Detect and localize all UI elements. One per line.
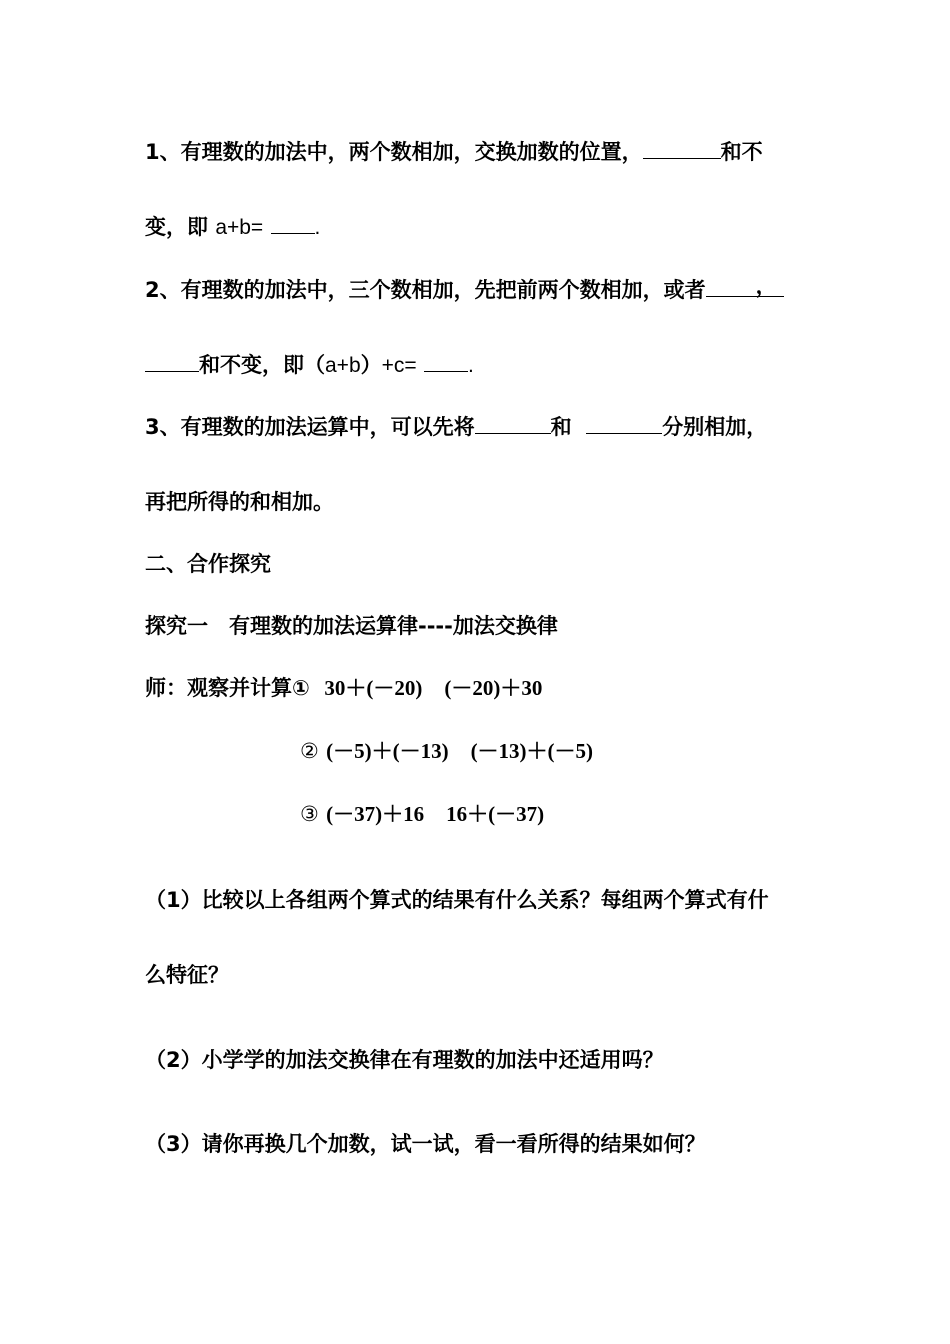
q2-blank-3[interactable] <box>424 351 468 372</box>
q2-expression-2: +c= <box>381 354 417 377</box>
q2-text-3: ） <box>360 353 382 377</box>
discussion-q1-line1: （1）比较以上各组两个算式的结果有什么关系？每组两个算式有什 <box>145 888 769 912</box>
discussion-q1-line2: 么特征？ <box>145 963 229 987</box>
calc-3a: (－37)＋16 <box>326 802 425 826</box>
q3-blank-2[interactable] <box>586 413 662 434</box>
q1-blank-2[interactable] <box>271 213 315 234</box>
q2-comma: ， <box>755 274 777 298</box>
q1-line2 <box>145 213 320 242</box>
q1-period: . <box>314 216 321 239</box>
q2-period: . <box>467 354 474 377</box>
q3-text: 3、有理数的加法运算中，可以先将 <box>145 415 475 439</box>
q2-expression-1: a+b <box>325 354 361 377</box>
q1-text-3: 变，即 <box>145 215 216 239</box>
q1-blank-1[interactable] <box>643 138 721 159</box>
q2-blank-1[interactable] <box>706 276 784 297</box>
calc-row-2 <box>300 737 593 765</box>
calc-row-3 <box>300 800 544 828</box>
section-heading: 二、合作探究 <box>145 552 271 576</box>
q1-expression: a+b= <box>215 216 264 239</box>
q3-line1 <box>145 413 767 441</box>
explore-heading: 探究一 有理数的加法运算律----加法交换律 <box>145 614 558 638</box>
q2-line2 <box>145 351 474 380</box>
q3-and: 和 <box>550 415 572 439</box>
calc-2b: (－13)＋(－5) <box>470 739 594 763</box>
q3-text-2: 分别相加， <box>662 415 768 439</box>
teacher-label: 师：观察并计算① <box>145 676 310 700</box>
q1-line1 <box>145 138 763 166</box>
calc-2a: (－5)＋(－13) <box>326 739 449 763</box>
q1-text-2: 和不 <box>720 140 763 164</box>
discussion-q3: （3）请你再换几个加数，试一试，看一看所得的结果如何？ <box>145 1132 706 1156</box>
calc-row-1 <box>145 674 542 702</box>
q1-text: 1、有理数的加法中，两个数相加，交换加数的位置， <box>145 140 643 164</box>
calc-number-2: ② <box>300 739 319 763</box>
q3-blank-1[interactable] <box>475 413 551 434</box>
q2-line1 <box>145 276 784 304</box>
calc-1a: 30＋(－20) <box>324 676 423 700</box>
calc-number-3: ③ <box>300 802 319 826</box>
calc-1b: (－20)＋30 <box>444 676 543 700</box>
discussion-q2: （2）小学学的加法交换律在有理数的加法中还适用吗？ <box>145 1048 664 1072</box>
q2-blank-2[interactable] <box>145 351 199 372</box>
calc-3b: 16＋(－37) <box>446 802 545 826</box>
q3-line2 <box>145 488 334 516</box>
q2-text: 2、有理数的加法中，三个数相加，先把前两个数相加，或者 <box>145 278 706 302</box>
q3-text-3: 再把所得的和相加。 <box>145 490 334 514</box>
q2-text-2: 和不变，即（ <box>199 353 325 377</box>
